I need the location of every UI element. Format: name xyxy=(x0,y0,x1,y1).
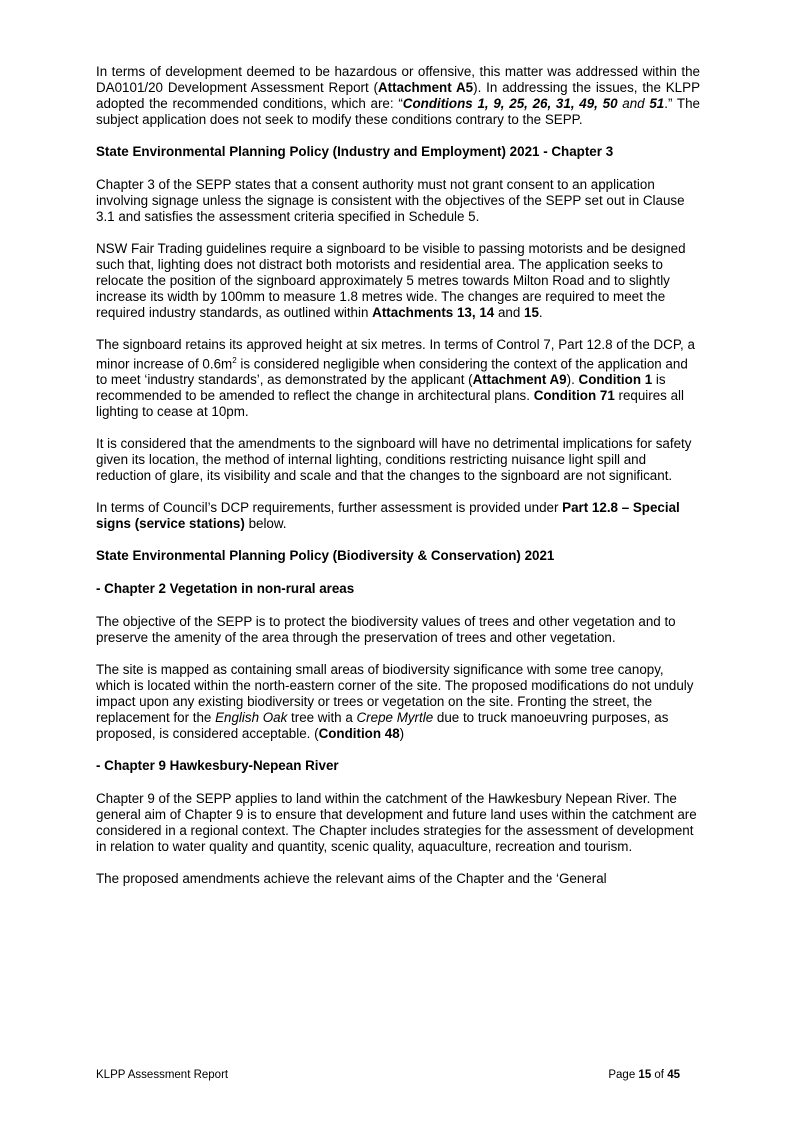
heading-chapter9: - Chapter 9 Hawkesbury-Nepean River xyxy=(96,758,339,774)
attachment-ref: Attachment A9 xyxy=(472,372,567,388)
text: below. xyxy=(244,516,287,532)
text: The site is mapped as containing small areas of biodiversity significance with some tree canopy, which is located within the north-eastern corner of the site. The proposed modifications do not unduly impact upon any existing biodiversity or trees or vegetation on the site. Fronting the street, the replacement for the xyxy=(96,662,694,726)
text: is recommended to be amended to reflect the change in architectural plans. xyxy=(96,372,666,404)
paragraph-hazardous xyxy=(96,64,700,128)
paragraph-fair-trading xyxy=(96,241,700,321)
text: and xyxy=(617,96,650,111)
paragraph-signboard-implications: It is considered that the amendments to the signboard will have no detrimental implications for safety given its location, the method of internal lighting, conditions restricting nuisance light spill and reduction of glare, its visibility and scale and that the changes to the signboard are not significant. xyxy=(96,436,692,484)
text: In terms of Council’s DCP requirements, further assessment is provided under xyxy=(96,500,563,516)
attachment-ref: Attachments 13, 14 xyxy=(372,305,495,320)
paragraph-chapter9: Chapter 9 of the SEPP applies to land within the catchment of the Hawkesbury Nepean River. The general aim of Chapter 9 is to ensure that development and future land uses within the catchment are considered in a regional context. The Chapter includes strategies for the assessment of development in relation to water quality and quantity, scenic quality, aquaculture, recreation and tourism. xyxy=(96,791,697,855)
text: NSW Fair Trading guidelines require a signboard to be visible to passing motorists and be designed such that, lighting does not distract both motorists and residential area. The application seeks to relocate the position of the signboard approximately 5 metres towards Milton Road and to slightly increase its width by 100mm to measure 1.8 metres wide. The changes are required to meet the required industry standards, as outlined within xyxy=(96,241,686,320)
text: Page xyxy=(608,1069,639,1081)
paragraph-biodiversity-site xyxy=(96,662,700,742)
text: requires all lighting to cease at 10pm. xyxy=(96,388,684,420)
document-body xyxy=(96,64,700,903)
text: and xyxy=(494,305,525,320)
part-ref: Part 12.8 – Special signs (service stations) xyxy=(96,500,680,532)
species-name: English Oak xyxy=(215,710,288,726)
text: tree with a xyxy=(287,710,357,726)
text: ) xyxy=(399,726,405,742)
condition-ref: Condition 48 xyxy=(318,726,400,742)
text: of xyxy=(651,1069,668,1081)
paragraph-proposed-amendments: The proposed amendments achieve the relevant aims of the Chapter and the ‘General xyxy=(96,871,607,887)
footer-report-title: KLPP Assessment Report xyxy=(96,1069,229,1081)
superscript: 2 xyxy=(232,356,237,365)
text: . xyxy=(538,305,543,320)
condition-ref: 51 xyxy=(649,96,665,111)
text: ). In addressing the issues, the KLPP adopted the recommended conditions, which are: “ xyxy=(96,80,700,111)
heading-industry-employment: State Environmental Planning Policy (Industry and Employment) 2021 - Chapter 3 xyxy=(96,144,614,159)
paragraph-sepp-objective: The objective of the SEPP is to protect the biodiversity values of trees and other vegetation and to preserve the amenity of the area through the preservation of trees and other vegetation. xyxy=(96,614,676,646)
paragraph-signboard-height xyxy=(96,337,700,420)
text: The signboard retains its approved height at six metres. In terms of Control 7, Part 12.8 of the DCP, a minor increase of 0.6m xyxy=(96,337,695,372)
species-name: Crepe Myrtle xyxy=(356,710,434,726)
paragraph-dcp-requirements xyxy=(96,500,700,532)
total-pages: 45 xyxy=(667,1069,680,1081)
attachment-ref: Attachment A5 xyxy=(378,80,474,95)
heading-biodiversity: State Environmental Planning Policy (Biodiversity & Conservation) 2021 xyxy=(96,548,555,564)
heading-chapter2: - Chapter 2 Vegetation in non-rural areas xyxy=(96,581,355,597)
current-page: 15 xyxy=(638,1069,652,1081)
attachment-ref: 15 xyxy=(524,305,539,320)
condition-ref: Condition 71 xyxy=(533,388,615,404)
text: due to truck manoeuvring purposes, as proposed, is considered acceptable. ( xyxy=(96,710,669,742)
text: is considered negligible when considering the context of the application and to meet ‘industry standards’, as demonstrated by the applicant ( xyxy=(96,356,688,388)
paragraph-chapter3: Chapter 3 of the SEPP states that a consent authority must not grant consent to an application involving signage unless the signage is consistent with the objectives of the SEPP set out in Clause 3.1 and satisfies the assessment criteria specified in Schedule 5. xyxy=(96,177,685,224)
text: .” The subject application does not seek to modify these conditions contrary to the SEPP. xyxy=(96,96,700,127)
text: In terms of development deemed to be hazardous or offensive, this matter was addressed within the DA0101/20 Development Assessment Report ( xyxy=(96,64,700,95)
page-number xyxy=(608,1068,680,1082)
conditions-list: Conditions 1, 9, 25, 26, 31, 49, 50 xyxy=(402,96,618,111)
page-footer xyxy=(96,1068,680,1082)
text: ). xyxy=(566,372,579,388)
condition-ref: Condition 1 xyxy=(578,372,653,388)
